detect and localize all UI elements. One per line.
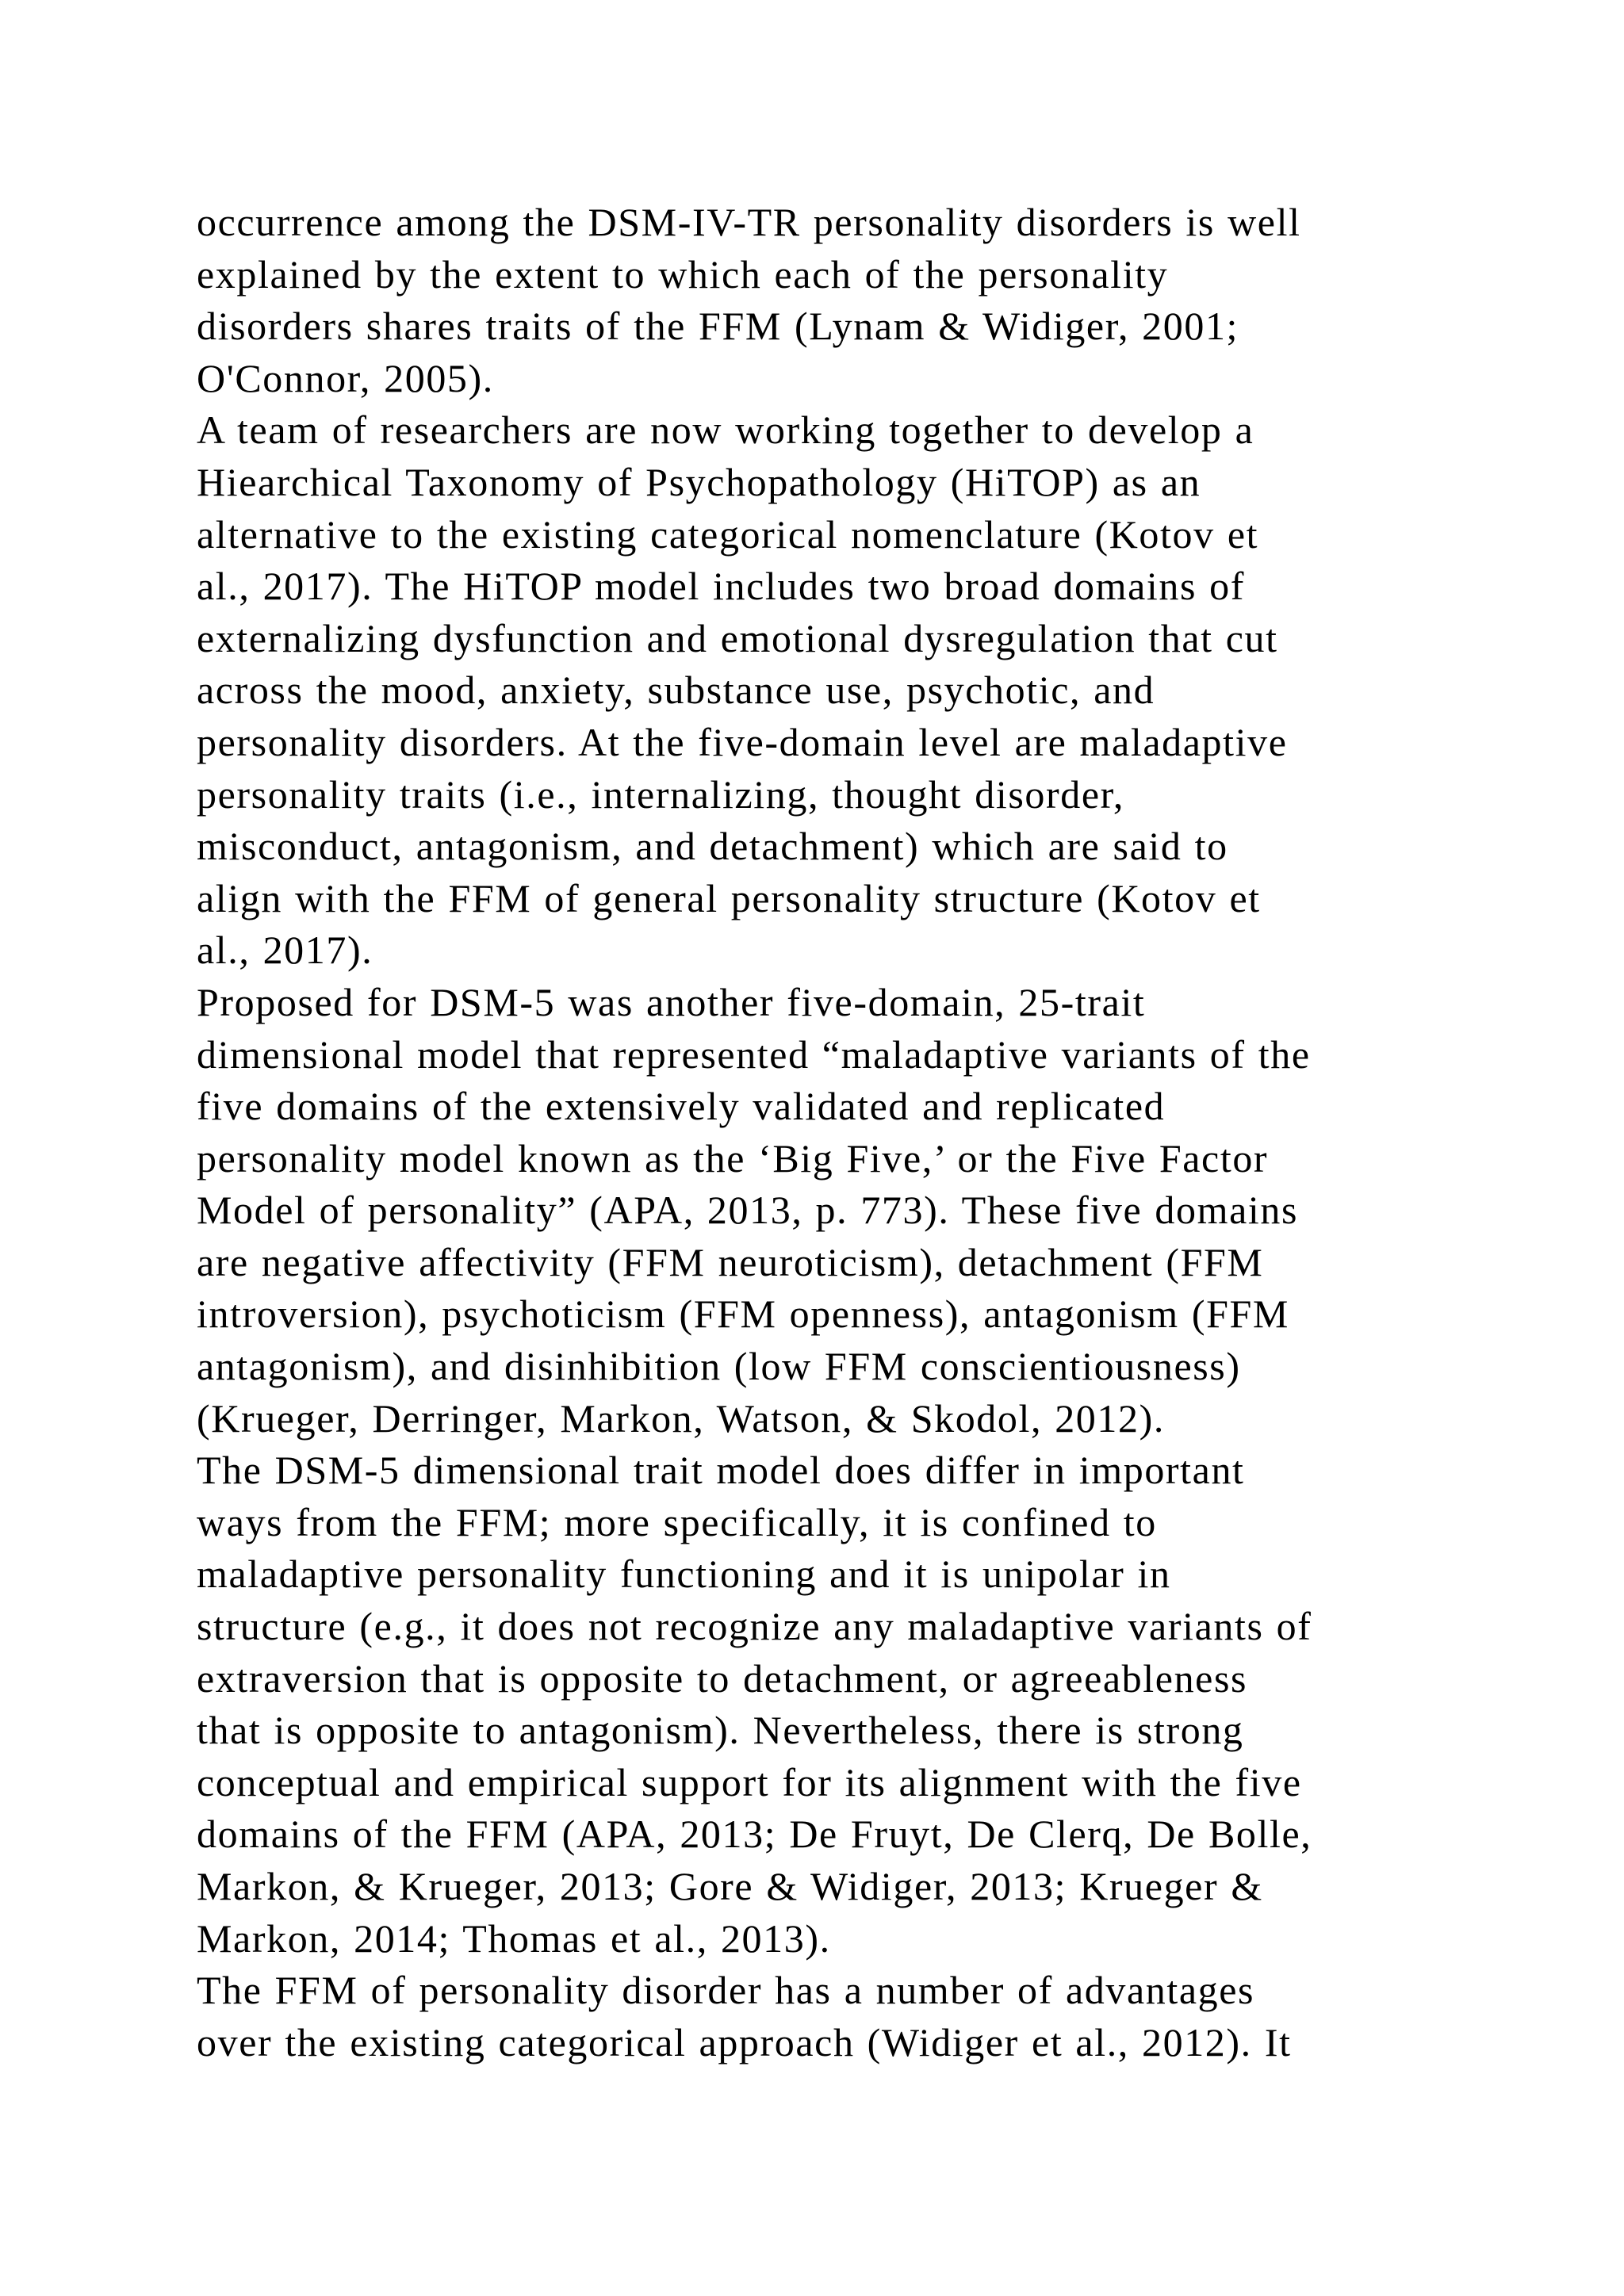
text-line: introversion), psychoticism (FFM openness), antagonism (FFM — [197, 1292, 1289, 1337]
text-line: maladaptive personality functioning and it is unipolar in — [197, 1552, 1171, 1597]
text-line: domains of the FFM (APA, 2013; De Fruyt, De Clerq, De Bolle, — [197, 1812, 1312, 1857]
text-line: are negative affectivity (FFM neuroticism), detachment (FFM — [197, 1239, 1264, 1284]
text-line: Markon, 2014; Thomas et al., 2013). — [197, 1915, 831, 1961]
text-line: Proposed for DSM-5 was another five-domain, 25-trait — [197, 979, 1146, 1024]
text-line: antagonism), and disinhibition (low FFM conscientiousness) — [197, 1344, 1241, 1389]
text-line: across the mood, anxiety, substance use, psychotic, and — [197, 668, 1155, 713]
text-line: Model of personality” (APA, 2013, p. 773). These five domains — [197, 1188, 1299, 1233]
text-line: The FFM of personality disorder has a number of advantages — [197, 1968, 1255, 2013]
text-line: personality disorders. At the five-domain level are maladaptive — [197, 719, 1288, 764]
text-line: extraversion that is opposite to detachment, or agreeableness — [197, 1655, 1248, 1701]
text-line: disorders shares traits of the FFM (Lynam & Widiger, 2001; — [197, 304, 1239, 349]
text-line: personality model known as the ‘Big Five,’ or the Five Factor — [197, 1135, 1269, 1181]
text-line: al., 2017). — [197, 928, 373, 973]
text-line: al., 2017). The HiTOP model includes two broad domains of — [197, 564, 1245, 609]
text-line: dimensional model that represented “maladaptive variants of the — [197, 1031, 1311, 1077]
text-line: explained by the extent to which each of the personality — [197, 251, 1169, 297]
text-line: O'Connor, 2005). — [197, 355, 494, 400]
text-line: structure (e.g., it does not recognize any maladaptive variants of — [197, 1604, 1312, 1649]
text-line: misconduct, antagonism, and detachment) which are said to — [197, 824, 1228, 869]
text-line: A team of researchers are now working together to develop a — [197, 408, 1254, 453]
text-line: five domains of the extensively validated and replicated — [197, 1084, 1166, 1129]
body-text — [197, 197, 1465, 2068]
text-line: over the existing categorical approach (Widiger et al., 2012). It — [197, 2019, 1292, 2064]
text-line: alternative to the existing categorical nomenclature (Kotov et — [197, 511, 1259, 557]
text-line: Markon, & Krueger, 2013; Gore & Widiger, 2013; Krueger & — [197, 1864, 1263, 1908]
text-line: personality traits (i.e., internalizing, thought disorder, — [197, 771, 1124, 817]
text-line: externalizing dysfunction and emotional dysregulation that cut — [197, 615, 1278, 660]
text-line: ways from the FFM; more specifically, it is confined to — [197, 1499, 1157, 1544]
text-line: occurrence among the DSM-IV-TR personality disorders is well — [197, 200, 1301, 244]
text-line: Hiearchical Taxonomy of Psychopathology (HiTOP) as an — [197, 459, 1201, 504]
text-line: conceptual and empirical support for its alignment with the five — [197, 1759, 1302, 1804]
text-line: that is opposite to antagonism). Nevertheless, there is strong — [197, 1708, 1244, 1753]
text-line: The DSM-5 dimensional trait model does differ in important — [197, 1448, 1245, 1493]
text-line: align with the FFM of general personality structure (Kotov et — [197, 875, 1261, 920]
text-line: (Krueger, Derringer, Markon, Watson, & Skodol, 2012). — [197, 1395, 1165, 1441]
